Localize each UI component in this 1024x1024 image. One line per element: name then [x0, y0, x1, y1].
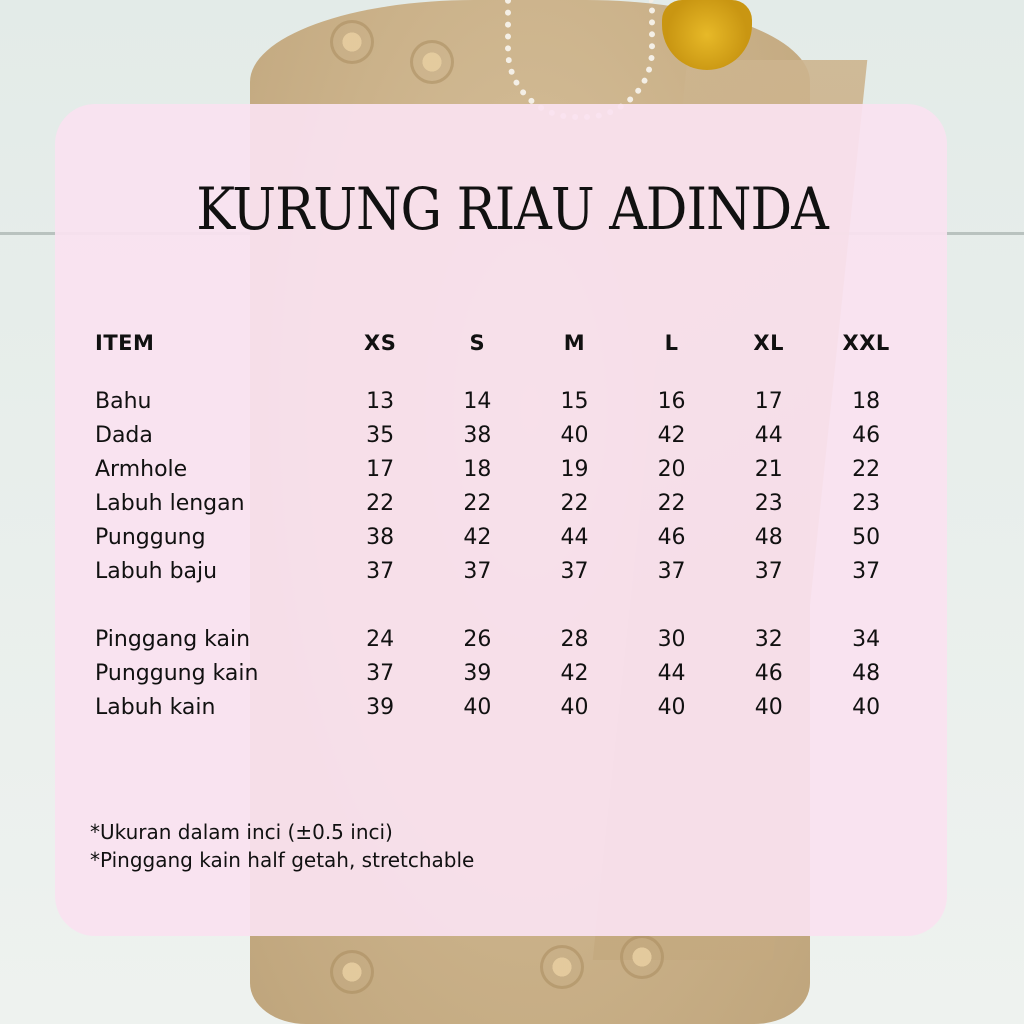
note-waist-stretch: *Pinggang kain half getah, stretchable — [90, 848, 475, 872]
cell-value: 39 — [463, 660, 492, 686]
cell-value: 42 — [560, 660, 589, 686]
cell-value: 16 — [657, 388, 686, 414]
cell-value: 17 — [366, 456, 395, 482]
cell-value: 28 — [560, 626, 589, 652]
lace-flower — [330, 950, 374, 994]
cell-value: 22 — [657, 490, 686, 516]
cell-value: 22 — [852, 456, 881, 482]
cell-value: 37 — [754, 558, 783, 584]
row-label: Dada — [95, 422, 153, 448]
cell-value: 19 — [560, 456, 589, 482]
header-size-m: M — [563, 331, 586, 355]
cell-value: 26 — [463, 626, 492, 652]
table-row — [95, 452, 915, 486]
cell-value: 40 — [560, 694, 589, 720]
cell-value: 37 — [366, 558, 395, 584]
cell-value: 23 — [852, 490, 881, 516]
cell-value: 17 — [754, 388, 783, 414]
size-table — [95, 325, 915, 724]
cell-value: 37 — [560, 558, 589, 584]
row-label: Pinggang kain — [95, 626, 251, 652]
header-size-xl: XL — [753, 331, 784, 355]
table-row — [95, 690, 915, 724]
cell-value: 24 — [366, 626, 395, 652]
cell-value: 44 — [560, 524, 589, 550]
cell-value: 40 — [463, 694, 492, 720]
row-label: Labuh kain — [95, 694, 216, 720]
cell-value: 48 — [852, 660, 881, 686]
cell-value: 22 — [560, 490, 589, 516]
cell-value: 23 — [754, 490, 783, 516]
cell-value: 22 — [366, 490, 395, 516]
cell-value: 37 — [657, 558, 686, 584]
cell-value: 50 — [852, 524, 881, 550]
row-label: Bahu — [95, 388, 152, 414]
cell-value: 22 — [463, 490, 492, 516]
cell-value: 37 — [463, 558, 492, 584]
row-label: Labuh lengan — [95, 490, 245, 516]
cell-value: 44 — [657, 660, 686, 686]
cell-value: 38 — [366, 524, 395, 550]
cell-value: 32 — [754, 626, 783, 652]
cell-value: 46 — [657, 524, 686, 550]
cell-value: 38 — [463, 422, 492, 448]
row-spacer — [95, 361, 915, 384]
notes — [90, 818, 474, 874]
header-size-xxl: XXL — [842, 331, 890, 355]
table-header-row — [95, 325, 915, 361]
row-spacer — [95, 588, 915, 622]
cell-value: 14 — [463, 388, 492, 414]
note-measurement-unit: *Ukuran dalam inci (±0.5 inci) — [90, 820, 393, 844]
cell-value: 18 — [852, 388, 881, 414]
cell-value: 40 — [560, 422, 589, 448]
lace-flower — [410, 40, 454, 84]
row-label: Labuh baju — [95, 558, 218, 584]
cell-value: 46 — [852, 422, 881, 448]
cell-value: 37 — [852, 558, 881, 584]
cell-value: 30 — [657, 626, 686, 652]
table-row — [95, 656, 915, 690]
cell-value: 42 — [657, 422, 686, 448]
lace-flower — [620, 935, 664, 979]
lace-flower — [330, 20, 374, 64]
cell-value: 37 — [366, 660, 395, 686]
table-row — [95, 418, 915, 452]
row-label: Armhole — [95, 456, 188, 482]
cell-value: 44 — [754, 422, 783, 448]
row-label: Punggung kain — [95, 660, 259, 686]
cell-value: 18 — [463, 456, 492, 482]
header-size-xs: XS — [364, 331, 397, 355]
cell-value: 40 — [754, 694, 783, 720]
chart-title: KURUNG RIAU ADINDA — [196, 176, 828, 244]
table-row — [95, 384, 915, 418]
table-row — [95, 622, 915, 656]
cell-value: 21 — [754, 456, 783, 482]
cell-value: 34 — [852, 626, 881, 652]
cell-value: 20 — [657, 456, 686, 482]
cell-value: 35 — [366, 422, 395, 448]
cell-value: 40 — [852, 694, 881, 720]
row-label: Punggung — [95, 524, 206, 550]
table-row — [95, 486, 915, 520]
cell-value: 40 — [657, 694, 686, 720]
cell-value: 42 — [463, 524, 492, 550]
table-row — [95, 520, 915, 554]
cell-value: 39 — [366, 694, 395, 720]
header-size-s: S — [469, 331, 486, 355]
lace-flower — [540, 945, 584, 989]
cell-value: 46 — [754, 660, 783, 686]
header-size-l: L — [664, 331, 679, 355]
cell-value: 13 — [366, 388, 395, 414]
header-item: ITEM — [95, 331, 155, 355]
cell-value: 48 — [754, 524, 783, 550]
table-row — [95, 554, 915, 588]
cell-value: 15 — [560, 388, 589, 414]
